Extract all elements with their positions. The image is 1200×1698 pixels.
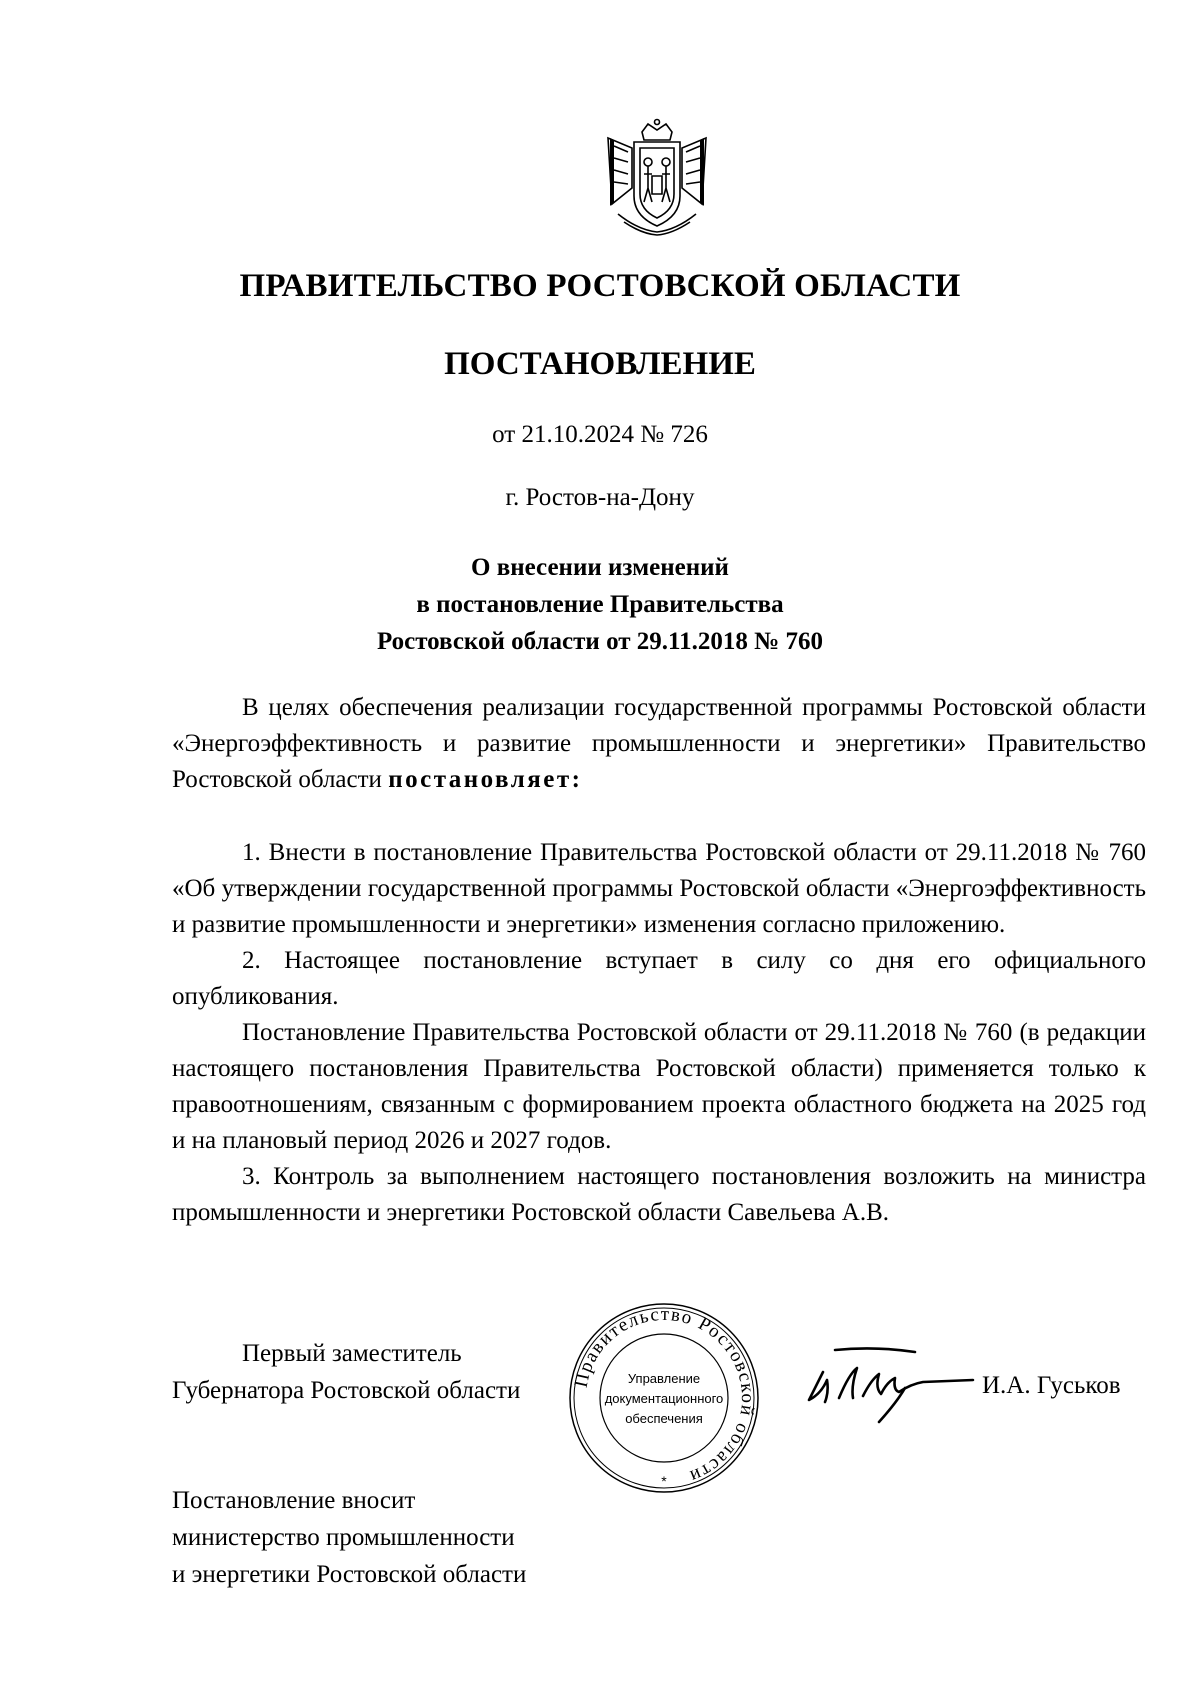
item-paragraph: 3. Контроль за выполнением настоящего постановления возложить на министра промышленности и энергетики Ростовской области Савельева А.В. xyxy=(172,1163,1146,1226)
stamp-star: * xyxy=(661,1473,667,1489)
signatory-position xyxy=(172,1335,520,1409)
introduced-line: и энергетики Ростовской области xyxy=(172,1561,527,1588)
handwritten-signature xyxy=(795,1340,975,1435)
introduced-by xyxy=(172,1482,526,1593)
resolution-items xyxy=(172,835,1146,1231)
stamp-center-line: Управление xyxy=(627,1371,701,1386)
preamble-paragraph xyxy=(172,690,1146,798)
position-line: Губернатора Ростовской области xyxy=(172,1377,521,1404)
preamble-text: В целях обеспечения реализации государственной программы Ростовской области «Энергоэффективность и развитие промышленности и энергетики» Правительство Ростовской области xyxy=(172,694,1146,793)
signatory-name: И.А. Гуськов xyxy=(982,1372,1121,1399)
position-line: Первый заместитель xyxy=(242,1340,462,1367)
government-title: ПРАВИТЕЛЬСТВО РОСТОВСКОЙ ОБЛАСТИ xyxy=(239,268,961,304)
item-paragraph: 1. Внести в постановление Правительства Ростовской области от 29.11.2018 № 760 «Об утверждении государственной программы Ростовской области «Энергоэффективность и развитие промышленности и энергетики» изменения согласно приложению. xyxy=(172,839,1146,938)
document-number: от 21.10.2024 № 726 xyxy=(492,421,708,448)
introduced-line: министерство промышленности xyxy=(172,1524,515,1551)
preamble xyxy=(172,690,1146,798)
subject-line: Ростовской области от 29.11.2018 № 760 xyxy=(376,628,824,655)
item-paragraph: Постановление Правительства Ростовской области от 29.11.2018 № 760 (в редакции настоящего постановления Правительства Ростовской области) применяется только к правоотношениям, связанным с формированием проекта областного бюджета на 2025 год и на плановый период 2026 и 2027 годов. xyxy=(172,1019,1146,1154)
introduced-line: Постановление вносит xyxy=(172,1487,416,1514)
document-subject xyxy=(0,549,1200,660)
stamp-center-line: обеспечения xyxy=(625,1411,703,1426)
document-city: г. Ростов-на-Дону xyxy=(505,484,695,511)
stamp-ring-text: Правительство Ростовской области xyxy=(570,1303,759,1488)
document-type: ПОСТАНОВЛЕНИЕ xyxy=(444,346,756,382)
coat-of-arms-icon xyxy=(598,118,716,241)
subject-line: в постановление Правительства xyxy=(416,591,784,618)
stamp-center-line: документационного xyxy=(604,1391,724,1406)
item-paragraph: 2. Настоящее постановление вступает в силу со дня его официального опубликования. xyxy=(172,947,1146,1010)
subject-line: О внесении изменений xyxy=(471,554,729,581)
resolves-keyword: постановляет: xyxy=(388,766,583,793)
official-stamp xyxy=(566,1300,762,1501)
